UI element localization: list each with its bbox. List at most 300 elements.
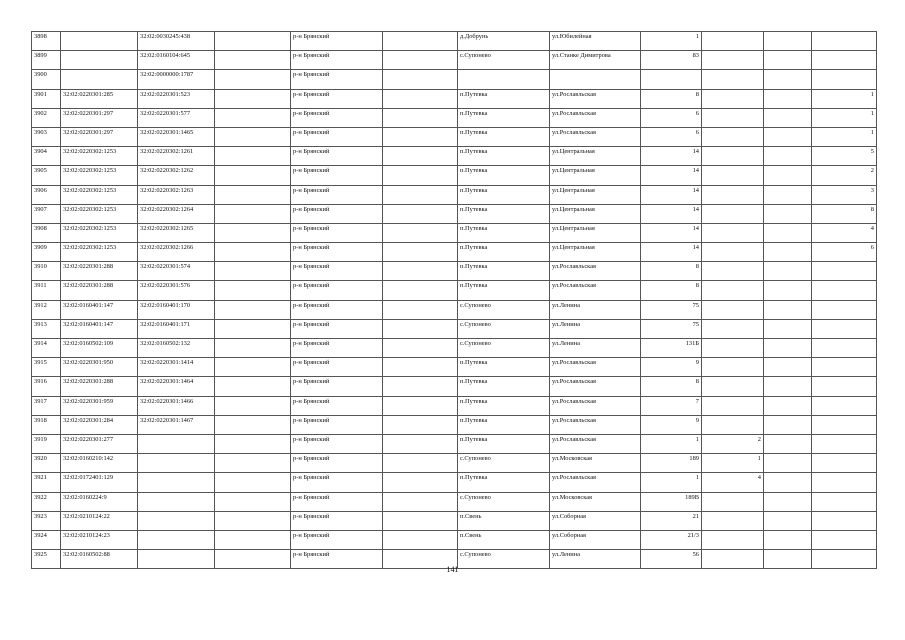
table-cell: 32:02:0220301:576 (138, 281, 215, 300)
table-cell (215, 127, 291, 146)
table-cell: р-н Брянский (291, 127, 383, 146)
table-row (32, 147, 877, 166)
table-row (32, 223, 877, 242)
table-cell (812, 32, 877, 51)
table-cell (215, 492, 291, 511)
table-row (32, 32, 877, 51)
table-cell (458, 70, 550, 89)
table-row (32, 434, 877, 453)
table-cell: 3918 (32, 415, 61, 434)
table-cell (215, 166, 291, 185)
table-cell (764, 434, 812, 453)
table-cell (383, 300, 458, 319)
table-cell: р-н Брянский (291, 339, 383, 358)
table-cell: 3924 (32, 530, 61, 549)
table-cell (138, 492, 215, 511)
table-cell: п.Путевка (458, 396, 550, 415)
table-cell (702, 51, 764, 70)
table-row (32, 127, 877, 146)
table-cell: 3914 (32, 339, 61, 358)
table-cell: 3 (812, 185, 877, 204)
table-cell: 32:02:0220302:1253 (61, 185, 138, 204)
page-number: 141 (446, 565, 459, 574)
table-cell (764, 319, 812, 338)
table-cell: 8 (641, 89, 702, 108)
table-row (32, 339, 877, 358)
table-cell (215, 204, 291, 223)
table-cell: ул.Рославльская (550, 396, 641, 415)
table-cell (812, 396, 877, 415)
table-cell: ул.Юбилейная (550, 32, 641, 51)
table-cell (812, 281, 877, 300)
table-row (32, 108, 877, 127)
table-cell: 32:02:0220301:1465 (138, 127, 215, 146)
table-cell: р-н Брянский (291, 377, 383, 396)
table-cell (702, 339, 764, 358)
table-cell (764, 415, 812, 434)
table-cell (812, 434, 877, 453)
table-cell: 3909 (32, 243, 61, 262)
table-cell: 14 (641, 185, 702, 204)
table-cell (383, 319, 458, 338)
table-cell (812, 339, 877, 358)
table-cell: 3912 (32, 300, 61, 319)
table-cell: 83 (641, 51, 702, 70)
table-cell (764, 147, 812, 166)
table-cell (764, 166, 812, 185)
table-cell: 5 (812, 147, 877, 166)
table-cell: п.Путевка (458, 377, 550, 396)
table-cell: 21 (641, 511, 702, 530)
table-cell (138, 473, 215, 492)
table-cell (812, 262, 877, 281)
table-cell: с.Супонево (458, 492, 550, 511)
table-cell (764, 243, 812, 262)
table-cell: ул.Рославльская (550, 89, 641, 108)
table-cell: 2 (702, 434, 764, 453)
table-cell: 32:02:0220301:577 (138, 108, 215, 127)
table-cell: ул.Ленина (550, 550, 641, 569)
table-cell (215, 415, 291, 434)
table-cell: 32:02:0220301:959 (61, 396, 138, 415)
table-cell (383, 166, 458, 185)
table-cell: 3901 (32, 89, 61, 108)
table-cell: п.Свень (458, 530, 550, 549)
table-cell (702, 185, 764, 204)
table-cell: п.Путевка (458, 147, 550, 166)
table-cell: ул.Рославльская (550, 108, 641, 127)
table-cell (702, 511, 764, 530)
table-cell (702, 530, 764, 549)
table-cell: 32:02:0160502:132 (138, 339, 215, 358)
table-cell: р-н Брянский (291, 51, 383, 70)
table-cell: 189В (641, 492, 702, 511)
table-cell (764, 281, 812, 300)
table-cell (764, 127, 812, 146)
table-cell: 32:02:0220301:1464 (138, 377, 215, 396)
table-row (32, 89, 877, 108)
table-cell: 75 (641, 300, 702, 319)
table-cell (641, 70, 702, 89)
table-cell: р-н Брянский (291, 530, 383, 549)
table-row (32, 511, 877, 530)
table-cell: р-н Брянский (291, 70, 383, 89)
table-cell (215, 511, 291, 530)
table-cell (383, 51, 458, 70)
table-cell: п.Путевка (458, 415, 550, 434)
table-cell (702, 127, 764, 146)
table-cell: 32:02:0220301:1467 (138, 415, 215, 434)
table-cell (383, 89, 458, 108)
table-cell (764, 396, 812, 415)
table-row (32, 492, 877, 511)
table-cell: р-н Брянский (291, 300, 383, 319)
table-cell: п.Путевка (458, 262, 550, 281)
table-cell (764, 492, 812, 511)
table-cell: 32:02:0220301:284 (61, 415, 138, 434)
table-cell: п.Путевка (458, 185, 550, 204)
table-cell: 3904 (32, 147, 61, 166)
table-cell (215, 51, 291, 70)
table-cell (812, 473, 877, 492)
table-cell: 32:02:0220302:1262 (138, 166, 215, 185)
table-cell (702, 32, 764, 51)
table-cell: 6 (641, 108, 702, 127)
table-cell: 32:02:0220301:288 (61, 262, 138, 281)
table-cell (138, 454, 215, 473)
table-cell: п.Путевка (458, 108, 550, 127)
table-cell: 3913 (32, 319, 61, 338)
table-cell (215, 530, 291, 549)
table-cell: р-н Брянский (291, 243, 383, 262)
table-cell: 8 (812, 204, 877, 223)
table-cell: 131Б (641, 339, 702, 358)
table-cell (702, 262, 764, 281)
table-cell (383, 358, 458, 377)
table-cell: ул.Соборная (550, 530, 641, 549)
table-cell: 2 (812, 166, 877, 185)
table-cell: р-н Брянский (291, 492, 383, 511)
table-cell (215, 185, 291, 204)
table-cell (812, 300, 877, 319)
table-cell: 32:02:0220301:277 (61, 434, 138, 453)
table-cell (138, 511, 215, 530)
table-cell (702, 319, 764, 338)
table-cell: 32:02:0160502:109 (61, 339, 138, 358)
table-cell: 32:02:0160401:147 (61, 319, 138, 338)
table-cell: 3900 (32, 70, 61, 89)
table-cell: р-н Брянский (291, 223, 383, 242)
table-cell: 32:02:0220302:1266 (138, 243, 215, 262)
table-cell (215, 396, 291, 415)
table-cell: 32:02:0220301:523 (138, 89, 215, 108)
table-cell: 32:02:0220302:1264 (138, 204, 215, 223)
table-cell: 3915 (32, 358, 61, 377)
table-cell (812, 319, 877, 338)
table-cell: 3925 (32, 550, 61, 569)
table-cell: п.Путевка (458, 281, 550, 300)
table-cell (812, 358, 877, 377)
table-row (32, 281, 877, 300)
table-cell (383, 377, 458, 396)
table-cell (764, 185, 812, 204)
table-cell (764, 358, 812, 377)
table-cell (702, 147, 764, 166)
table-cell (215, 358, 291, 377)
table-cell: 32:02:0220302:1261 (138, 147, 215, 166)
table-cell: ул.Центральная (550, 147, 641, 166)
table-cell (215, 300, 291, 319)
table-cell (702, 300, 764, 319)
table-cell (383, 281, 458, 300)
table-cell (215, 339, 291, 358)
table-cell: п.Свень (458, 511, 550, 530)
table-cell: р-н Брянский (291, 358, 383, 377)
table-cell: ул.Рославльская (550, 377, 641, 396)
table-cell: ул.Рославльская (550, 281, 641, 300)
table-cell: 1 (641, 32, 702, 51)
table-cell: 4 (812, 223, 877, 242)
table-cell (702, 108, 764, 127)
table-cell (764, 70, 812, 89)
table-cell (764, 204, 812, 223)
table-cell: 3910 (32, 262, 61, 281)
table-cell: р-н Брянский (291, 89, 383, 108)
table-cell (702, 243, 764, 262)
table-cell: 75 (641, 319, 702, 338)
table-row (32, 243, 877, 262)
table-cell: п.Путевка (458, 434, 550, 453)
table-cell (764, 454, 812, 473)
table-cell (702, 223, 764, 242)
table-cell (215, 377, 291, 396)
table-row (32, 473, 877, 492)
table-cell (383, 454, 458, 473)
table-cell (215, 32, 291, 51)
table-cell (215, 223, 291, 242)
table-cell (383, 415, 458, 434)
table-cell: 1 (812, 108, 877, 127)
table-cell (702, 396, 764, 415)
table-cell (383, 339, 458, 358)
table-cell: 6 (641, 127, 702, 146)
table-cell (383, 262, 458, 281)
table-cell (812, 530, 877, 549)
table-body (32, 32, 877, 569)
table-cell: 3919 (32, 434, 61, 453)
table-cell: 1 (641, 473, 702, 492)
table-cell: 32:02:0210124:23 (61, 530, 138, 549)
table-cell (383, 204, 458, 223)
table-cell (702, 166, 764, 185)
table-cell: п.Путевка (458, 204, 550, 223)
table-cell: 3899 (32, 51, 61, 70)
table-cell (764, 89, 812, 108)
table-cell: ул.Соборная (550, 511, 641, 530)
table-cell: 14 (641, 204, 702, 223)
table-cell: 189 (641, 454, 702, 473)
table-cell (383, 185, 458, 204)
table-cell: 3921 (32, 473, 61, 492)
table-cell: 14 (641, 243, 702, 262)
table-cell: п.Путевка (458, 473, 550, 492)
table-cell (383, 530, 458, 549)
table-cell (215, 262, 291, 281)
table-cell: 3911 (32, 281, 61, 300)
table-cell: п.Путевка (458, 127, 550, 146)
table-cell (764, 108, 812, 127)
table-row (32, 396, 877, 415)
table-row (32, 454, 877, 473)
table-cell: 32:02:0220302:1253 (61, 243, 138, 262)
table-cell: 32:02:0220302:1253 (61, 147, 138, 166)
table-cell: 32:02:0160224:9 (61, 492, 138, 511)
table-cell (702, 70, 764, 89)
table-cell: п.Путевка (458, 358, 550, 377)
table-cell (215, 434, 291, 453)
table-cell: 9 (641, 358, 702, 377)
table-cell (702, 415, 764, 434)
table-cell: ул.Центральная (550, 223, 641, 242)
table-cell: 3906 (32, 185, 61, 204)
table-cell: 14 (641, 223, 702, 242)
table-cell (383, 473, 458, 492)
table-cell: 32:02:0220301:288 (61, 281, 138, 300)
table-cell (383, 70, 458, 89)
table-cell: 3923 (32, 511, 61, 530)
table-cell (812, 454, 877, 473)
table-cell: ул.Московская (550, 454, 641, 473)
table-cell: 32:02:0220301:285 (61, 89, 138, 108)
table-cell (764, 32, 812, 51)
table-row (32, 185, 877, 204)
table-cell: р-н Брянский (291, 454, 383, 473)
table-cell: с.Супонево (458, 339, 550, 358)
table-cell (764, 262, 812, 281)
document-page (31, 31, 876, 569)
table-row (32, 51, 877, 70)
table-cell: 32:02:0160401:170 (138, 300, 215, 319)
table-cell: 7 (641, 396, 702, 415)
table-cell: с.Супонево (458, 454, 550, 473)
table-cell (764, 511, 812, 530)
table-cell (764, 377, 812, 396)
table-cell: п.Путевка (458, 166, 550, 185)
table-row (32, 358, 877, 377)
table-cell (383, 127, 458, 146)
table-cell: ул.Центральная (550, 166, 641, 185)
table-cell (383, 511, 458, 530)
table-cell: п.Путевка (458, 89, 550, 108)
table-cell: с.Супонево (458, 51, 550, 70)
table-cell: ул.Рославльская (550, 262, 641, 281)
table-cell (61, 51, 138, 70)
table-row (32, 415, 877, 434)
table-cell (702, 204, 764, 223)
registry-table (31, 31, 877, 569)
table-cell: 32:02:0030245:438 (138, 32, 215, 51)
table-cell: 32:02:0160210:142 (61, 454, 138, 473)
table-cell: 21/3 (641, 530, 702, 549)
table-cell: 3922 (32, 492, 61, 511)
table-cell (812, 511, 877, 530)
table-cell: р-н Брянский (291, 434, 383, 453)
table-cell: 32:02:0160401:171 (138, 319, 215, 338)
table-cell: р-н Брянский (291, 204, 383, 223)
table-cell: р-н Брянский (291, 415, 383, 434)
table-cell (138, 434, 215, 453)
table-row (32, 319, 877, 338)
table-cell (383, 32, 458, 51)
table-cell: 32:02:0160104:645 (138, 51, 215, 70)
table-cell: 14 (641, 147, 702, 166)
table-cell: р-н Брянский (291, 166, 383, 185)
table-cell: 32:02:0220301:1414 (138, 358, 215, 377)
table-cell: с.Супонево (458, 550, 550, 569)
table-cell: 32:02:0220302:1263 (138, 185, 215, 204)
table-cell: ул.Ленина (550, 319, 641, 338)
table-cell (215, 281, 291, 300)
table-cell (215, 147, 291, 166)
table-row (32, 262, 877, 281)
table-cell (215, 473, 291, 492)
table-cell: 32:02:0220302:1253 (61, 204, 138, 223)
table-cell: ул.Ленина (550, 339, 641, 358)
table-row (32, 377, 877, 396)
table-cell: 32:02:0220301:574 (138, 262, 215, 281)
table-cell: ул.Рославльская (550, 127, 641, 146)
table-cell: 3917 (32, 396, 61, 415)
table-cell (764, 530, 812, 549)
table-cell (383, 147, 458, 166)
table-cell (764, 473, 812, 492)
table-cell: 32:02:0220302:1253 (61, 223, 138, 242)
table-cell: р-н Брянский (291, 185, 383, 204)
table-cell: р-н Брянский (291, 550, 383, 569)
table-cell: 32:02:0210124:22 (61, 511, 138, 530)
table-cell: ул.Рославльская (550, 434, 641, 453)
table-cell: ул.Центральная (550, 243, 641, 262)
table-cell: 3902 (32, 108, 61, 127)
table-row (32, 166, 877, 185)
table-cell: 9 (641, 415, 702, 434)
table-cell (138, 530, 215, 549)
table-cell: ул.Центральная (550, 204, 641, 223)
table-cell: ул.Рославльская (550, 358, 641, 377)
table-cell: 8 (641, 281, 702, 300)
table-cell: 1 (812, 127, 877, 146)
table-cell (215, 454, 291, 473)
table-cell: р-н Брянский (291, 319, 383, 338)
table-cell (215, 243, 291, 262)
table-cell: 8 (641, 377, 702, 396)
table-cell (812, 377, 877, 396)
table-row (32, 204, 877, 223)
table-cell (383, 243, 458, 262)
table-cell (764, 51, 812, 70)
table-cell: 3898 (32, 32, 61, 51)
table-cell: ул.Ленина (550, 300, 641, 319)
table-cell: 32:02:0000000:1787 (138, 70, 215, 89)
table-cell (702, 89, 764, 108)
table-cell (550, 70, 641, 89)
table-cell: ул.Центральная (550, 185, 641, 204)
table-cell: р-н Брянский (291, 147, 383, 166)
table-cell: р-н Брянский (291, 281, 383, 300)
table-cell (215, 89, 291, 108)
table-cell: 6 (812, 243, 877, 262)
table-cell: с.Супонево (458, 300, 550, 319)
